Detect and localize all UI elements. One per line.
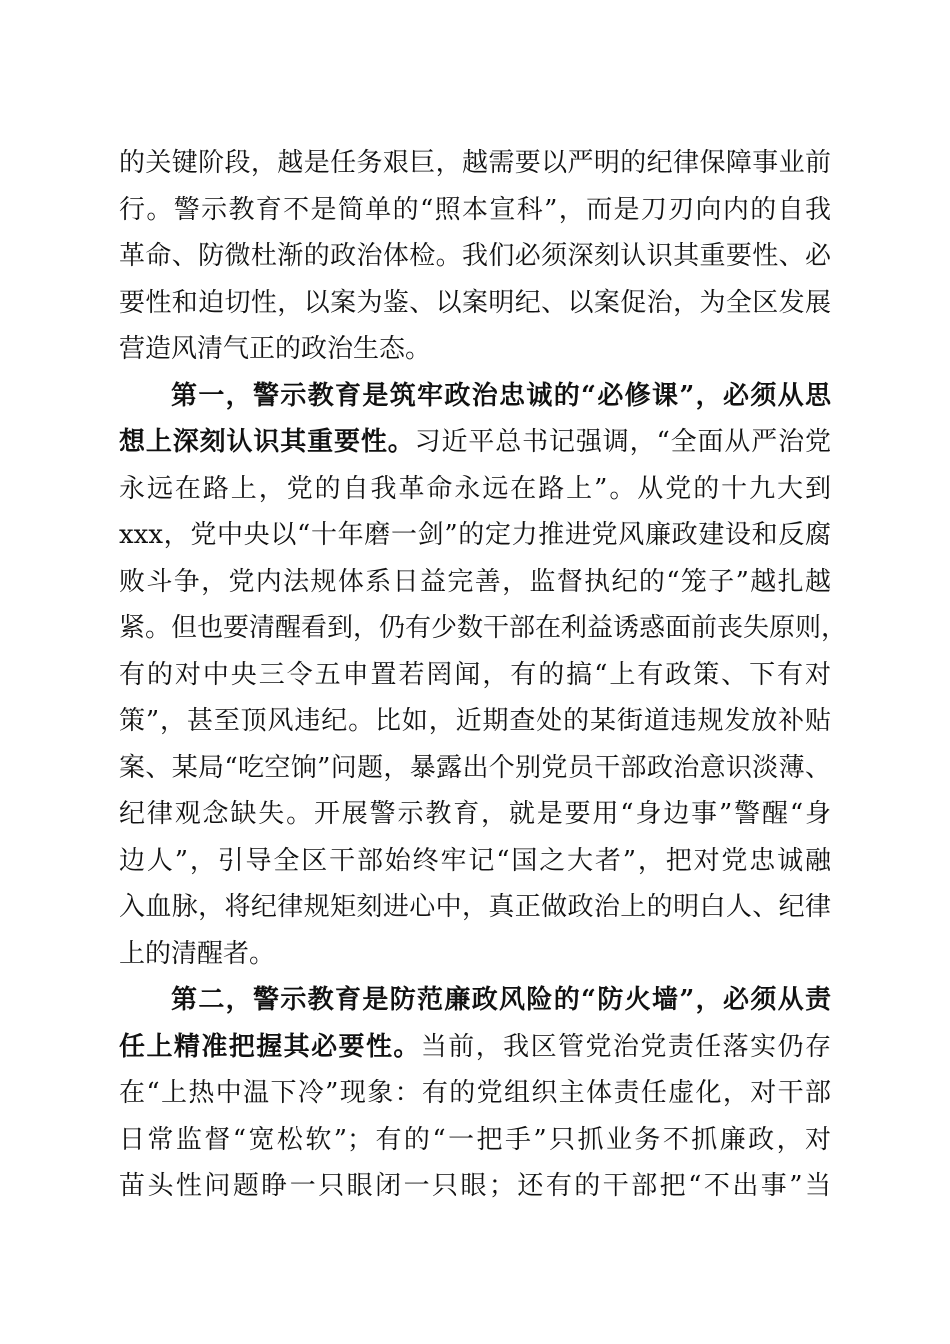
body-text: 苗头性问题睁一只眼闭一只眼；还有的干部把“不出事”当 (119, 1171, 831, 1201)
text-line (119, 1163, 831, 1210)
text-line (119, 931, 831, 978)
text-line (119, 977, 831, 1024)
body-text: 要性和迫切性，以案为鉴、以案明纪、以案促治，为全区发展 (119, 287, 831, 318)
text-line (119, 1024, 831, 1071)
body-text: 纪律观念缺失。开展警示教育，就是要用“身边事”警醒“身 (119, 799, 831, 829)
text-line (119, 466, 831, 513)
body-text: 紧。但也要清醒看到，仍有少数干部在利益诱惑面前丧失原则， (119, 613, 848, 643)
bold-text: 任上精准把握其必要性。 (119, 1031, 421, 1062)
text-line (119, 373, 831, 420)
text-line (119, 698, 831, 745)
body-text: 上的清醒者。 (119, 938, 276, 969)
body-text: 入血脉，将纪律规矩刻进心中，真正做政治上的明白人、纪律 (119, 892, 831, 922)
body-text: xxx，党中央以“十年磨一剑”的定力推进党风廉政建设和反腐 (119, 520, 831, 550)
body-text: 败斗争，党内法规体系日益完善，监督执纪的“笼子”越扎越 (119, 566, 831, 597)
bold-text: 第一，警示教育是筑牢政治忠诚的“必修课”，必须从思 (171, 380, 831, 411)
text-line (119, 419, 831, 466)
body-text: 的关键阶段，越是任务艰巨，越需要以严明的纪律保障事业前 (119, 148, 831, 178)
text-line (119, 326, 831, 373)
text-line (119, 233, 831, 280)
body-text: 日常监督“宽松软”；有的“一把手”只抓业务不抓廉政，对 (119, 1124, 831, 1155)
body-text: 在“上热中温下冷”现象：有的党组织主体责任虚化，对干部 (119, 1078, 831, 1108)
text-line (119, 140, 831, 187)
text-line (119, 559, 831, 606)
text-line (119, 1117, 831, 1164)
text-line (119, 745, 831, 792)
body-text: 行。警示教育不是简单的“照本宣科”，而是刀刃向内的自我 (119, 194, 831, 225)
text-line (119, 884, 831, 931)
body-text: 习近平总书记强调，“全面从严治党 (414, 427, 831, 457)
text-line (119, 652, 831, 699)
document-body (119, 140, 848, 1210)
bold-text: 想上深刻认识其重要性。 (119, 427, 415, 457)
text-line (119, 838, 831, 885)
text-line (119, 512, 831, 559)
paragraph (119, 140, 831, 373)
body-text: 案、某局“吃空饷”问题，暴露出个别党员干部政治意识淡薄、 (119, 752, 831, 783)
bold-text: 第二，警示教育是防范廉政风险的“防火墙”，必须从责 (171, 985, 831, 1015)
body-text: 营造风清气正的政治生态。 (119, 334, 432, 364)
body-text: 永远在路上，党的自我革命永远在路上”。从党的十九大到 (119, 473, 831, 504)
text-line (119, 187, 831, 234)
text-line (119, 605, 848, 652)
text-line (119, 1070, 831, 1117)
paragraph (119, 373, 848, 978)
body-text: 当前，我区管党治党责任落实仍存 (420, 1031, 831, 1062)
body-text: 有的对中央三令五申置若罔闻，有的搞“上有政策、下有对 (119, 659, 831, 690)
text-line (119, 280, 831, 327)
text-line (119, 791, 831, 838)
paragraph (119, 977, 831, 1210)
body-text: 革命、防微杜渐的政治体检。我们必须深刻认识其重要性、必 (119, 241, 831, 271)
body-text: 边人”，引导全区干部始终牢记“国之大者”，把对党忠诚融 (119, 845, 831, 876)
body-text: 策”，甚至顶风违纪。比如，近期查处的某街道违规发放补贴 (119, 706, 831, 736)
